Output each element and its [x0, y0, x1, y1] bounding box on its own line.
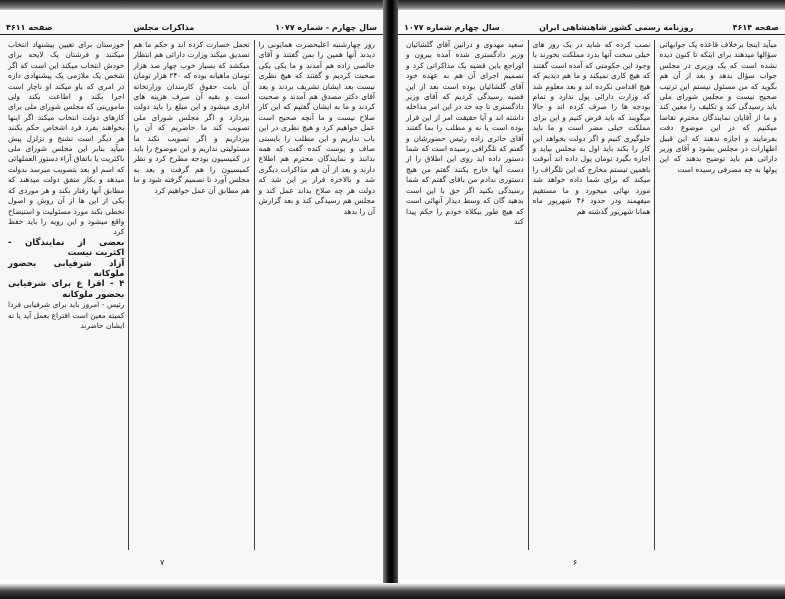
column-text: خوزستان برای تعیین پیشنهاد انتخاب میکنند و فرشتان یک لایحه برای خودش انتخاب میکند این است که اگر شخص یک ملازمی یک پیشنهادی داره در امری که باو میکند او ناچار است اجرا بکند و اطاعت بکند ولی ماموریتی که مجلس شورای ملی برای کارهای دولت انتخاب میکند اگر اینها بخواهند بفرد فرد اشخاص حکم بکنند هر دیگر است تشنج و تزلزل پیش میآید بنابر این مجلس شورای ملی باکثریت یا باتفاق آراء دستور العملهائی که اسم او بعد بتصویب میرسد بدولت میدهد و بکار متفق دولت میدهند که مطابق آنها رفتار بکند و هر موردی که یکی از این ها از آن روش و اصول تخطی بکند مورد مسئولیت و استیضاح واقع میشود و این رویه را باید حفظ کرد	[8, 40, 125, 237]
right-columns	[402, 40, 781, 550]
right-section-title: روزنامه رسمی کشور شاهنشاهی ایران	[539, 22, 694, 32]
scan-bottom-edge	[0, 583, 785, 599]
right-column-2	[528, 40, 655, 550]
left-section-title: مذاکرات مجلس	[133, 22, 195, 32]
column-text: میآید اینجا برخلاف قاعده یک جوابهائی سؤالها میدهند برای اینکه تا کنون دیده نشده است که یک وزیری در مجلس جواب سؤال بدهد و بعد از آن هم بگوید که من مسئول نیستم این ترتیب صحیح نیست و مجلس شورای ملی باید رسیدگی کند و تکلیف را معین کند و ما از آقایان نمایندگان محترم تقاضا میکنیم که در این موضوع دقت بفرمایند و اجازه ندهند که این قبیل اظهارات در مجلس بشود و آقای وزیر دارائی هم باید توضیح بدهند که این پولها به چه مصرفی رسیده است	[659, 40, 777, 174]
left-column-3	[4, 40, 128, 550]
column-text: تحمل خسارت کرده اند و حکم ما هم تصدیق میکند وزارت دارائی هم انتظار میکشد که بسیار خوب چهار صد هزار تومان ماهیانه بوده که ۲۴۰ هزار تومان آن بابت حقوق کارمندان وزارتخانه است و بقیه آن صرف هزینه های اداری میشود و این مبلغ را باید دولت بپردازد و اگر مجلس شورای ملی تصویب کند ما حاضریم که آن را بپردازیم و اگر تصویب نکند ما مسئولیتی نداریم و این موضوع را باید در کمیسیون بودجه مطرح کرد و نظر کمیسیون را هم گرفت و بعد به مجلس آورد تا تصمیم گرفته شود و ما هم مطابق آن عمل خواهیم کرد	[133, 40, 250, 195]
right-page-header	[398, 20, 785, 35]
left-page	[0, 10, 383, 580]
right-issue-info: سال چهارم شماره ۱۰۷۷	[404, 22, 500, 32]
column-text: سعید مهدوی و درانین آقای گلشائیان وزیر دادگستری شده آمده بیرون و اوراجع باین قضیه یک مذاکراتی کرد و تصمیم اجرای آن هم به عهده خود آقای گلشائیان بوده است بعد از این قضیه رسیدگی کردیم که آقای وزیر دادگستری تا چه حد در این امر مداخله داشته اند و آیا حقیقت امر از این قرار بوده است یا نه و مطلب را بما گفتند آقای حائری زاده رئیس حضورشان و گفتم که تلگرافی رسیده است که شما دستور داده اید روی این اطلاق را از دست آنها خارج بکنند گفتم من هیچ دستوری ندادم من باقای گفتم که شما رسیدگی بکنید اگر حق با این است بدهید گان که وسط دیدار آنهائی است که هیچ طور بیکلاه خودم را حکم پیدا کند	[405, 40, 524, 226]
left-column-2	[128, 40, 253, 550]
left-column-1	[254, 40, 379, 550]
book-gutter	[383, 0, 398, 599]
left-columns	[4, 40, 379, 550]
right-column-3	[402, 40, 528, 550]
left-page-header	[0, 20, 383, 35]
right-page	[398, 10, 785, 580]
right-column-1	[654, 40, 781, 550]
bold-heading: بعضی از نمایندگان - اکثریت نیست	[8, 237, 125, 259]
section-heading: ۴ - اقرا ع برای شرفیابی بحضور ملوکانه	[8, 279, 125, 300]
right-page-label: صفحه ۴۶۱۴	[732, 22, 779, 32]
column-text: نصب کرده که شاید در یک روز های خیلی سخت آنها بدرد مملکت بخورند با وجود این حکومتی که آمده است گفتند که هیچ کاری نمیکند و ما هم دیدیم که هیچ اقدامی نکرده اند و بعد معلوم شد که وزارت دارائی پول ندارد و تمام بودجه ها را صرف کرده اند و حالا میگویند که باید قرض کنیم و این برای مملکت خیلی مضر است و ما باید جلوگیری کنیم و اگر دولت بخواهد این کار را بکند باید اول به مجلس بیاید و اجازه بگیرد تومان پول داده اند آنوقت باهمین تیستم مخارج که این تلگراف را میکند که برای شما داده خواهد شد مورد نهائی میخورد و ما مستقیم میفهمند ودر حدود ۴۶ شهریور ماه همانا شهریور گذشته هم	[532, 40, 651, 216]
column-text: رئیس - امروز باید برای شرفیابی فردا کمیته معین است اقتراع بعمل آید یا نه ایشان حاضرند	[8, 300, 125, 330]
column-text: روز چهارشنبه اعلیحضرت همایونی را دیدند آنها همین را بمن گفتند و آقای خالصی زاده هم آمدند و ما یکی یکی صحبت کردیم و گفتند که هیچ نظری نیست بعد ایشان تشریف بردند و بعد آقای دکتر مصدق هم آمدند و صحبت کردند و ما به ایشان گفتیم که این کار صلاح نیست و ما آنچه صحیح است عمل خواهیم کرد و هیچ نظری در این باب نداریم و این مطلب را بایستی صاف و پوست کنده گفت که همه بدانند و نمایندگان محترم هم اطلاع دارند و بعد از آن هم مذاکرات دیگری شد و بالاخره قرار بر این شد که دولت هر چه صلاح بداند عمل کند و مجلس هم رسیدگی کند و بعد گزارش آن را بدهد	[258, 40, 375, 216]
right-page-number: ۶	[573, 558, 578, 567]
bold-heading: آزاد شرفیابی بحضور ملوکانه	[8, 258, 125, 279]
left-issue-info: سال چهارم - شماره ۱۰۷۷	[275, 22, 377, 32]
left-page-label: صفحه ۴۶۱۱	[6, 22, 53, 32]
left-page-number: ۷	[160, 558, 165, 567]
